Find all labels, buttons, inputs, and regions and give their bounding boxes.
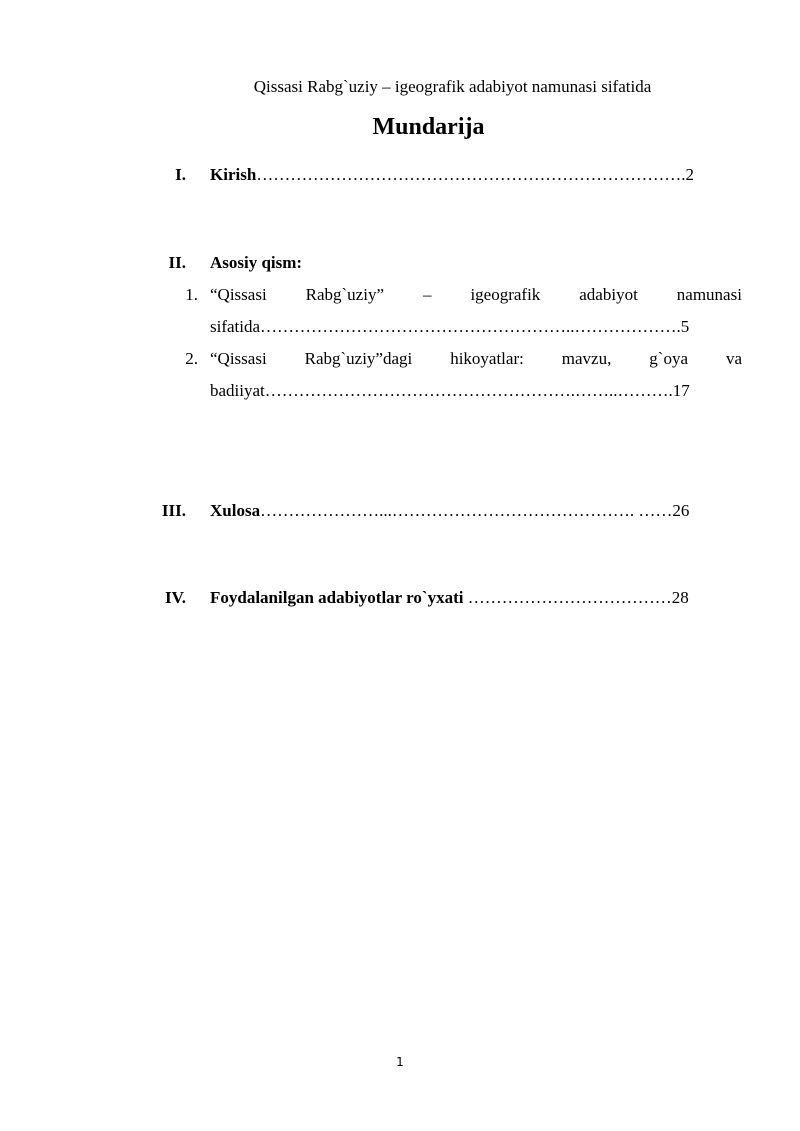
toc-heading-conclusion: Xulosa bbox=[210, 501, 261, 520]
toc-numeral-3: III. bbox=[161, 501, 186, 520]
toc-subitem-2-word: hikoyatlar: bbox=[450, 349, 524, 368]
toc-numeral-1: I. bbox=[175, 165, 186, 184]
toc-subitem-1-word: “Qissasi bbox=[210, 285, 267, 304]
toc-subitem-1-line1 bbox=[210, 284, 742, 306]
toc-entry-introduction bbox=[210, 164, 742, 186]
toc-heading-introduction: Kirish bbox=[210, 165, 257, 184]
toc-leader-introduction: ………………………………………………………………….2 bbox=[256, 165, 695, 184]
page-number: 1 bbox=[396, 1055, 404, 1069]
toc-heading-main-part: Asosiy qism: bbox=[210, 253, 303, 272]
toc-subitem-1-word: namunasi bbox=[676, 285, 742, 304]
toc-subitem-number-2: 2. bbox=[185, 349, 198, 368]
toc-subitem-number-1: 1. bbox=[185, 285, 198, 304]
toc-subitem-2-line2: badiiyat……………………………………………….……..……….17 bbox=[210, 381, 690, 400]
page-title: Mundarija bbox=[372, 114, 485, 140]
toc-subitem-2-line1 bbox=[210, 348, 742, 370]
toc-subitem-2-word: “Qissasi bbox=[210, 349, 267, 368]
toc-heading-references: Foydalanilgan adabiyotlar ro`yxati bbox=[210, 588, 464, 607]
toc-leader-conclusion: …………………...……………………………………. ……26 bbox=[260, 501, 690, 520]
toc-subitem-2-word: mavzu, bbox=[561, 349, 612, 368]
toc-subitem-1-word: Rabg`uziy” bbox=[305, 285, 384, 304]
toc-subitem-1-word: igeografik bbox=[470, 285, 541, 304]
toc-numeral-4: IV. bbox=[165, 588, 186, 607]
document-subtitle: Qissasi Rabg`uziy – igeografik adabiyot namunasi sifatida bbox=[253, 77, 652, 96]
toc-subitem-1-word: – bbox=[422, 285, 432, 304]
toc-subitem-1-line2: sifatida………………………………………………..……………….5 bbox=[210, 317, 690, 336]
toc-numeral-2: II. bbox=[168, 253, 186, 272]
toc-subitem-2-word: va bbox=[725, 349, 742, 368]
toc-leader-references: ………………………………28 bbox=[463, 588, 689, 607]
toc-subitem-2-word: g`oya bbox=[649, 349, 689, 368]
toc-subitem-1-word: adabiyot bbox=[579, 285, 638, 304]
toc-entry-references bbox=[210, 587, 742, 609]
toc-subitem-2-word: Rabg`uziy”dagi bbox=[304, 349, 413, 368]
toc-entry-conclusion bbox=[210, 500, 742, 522]
